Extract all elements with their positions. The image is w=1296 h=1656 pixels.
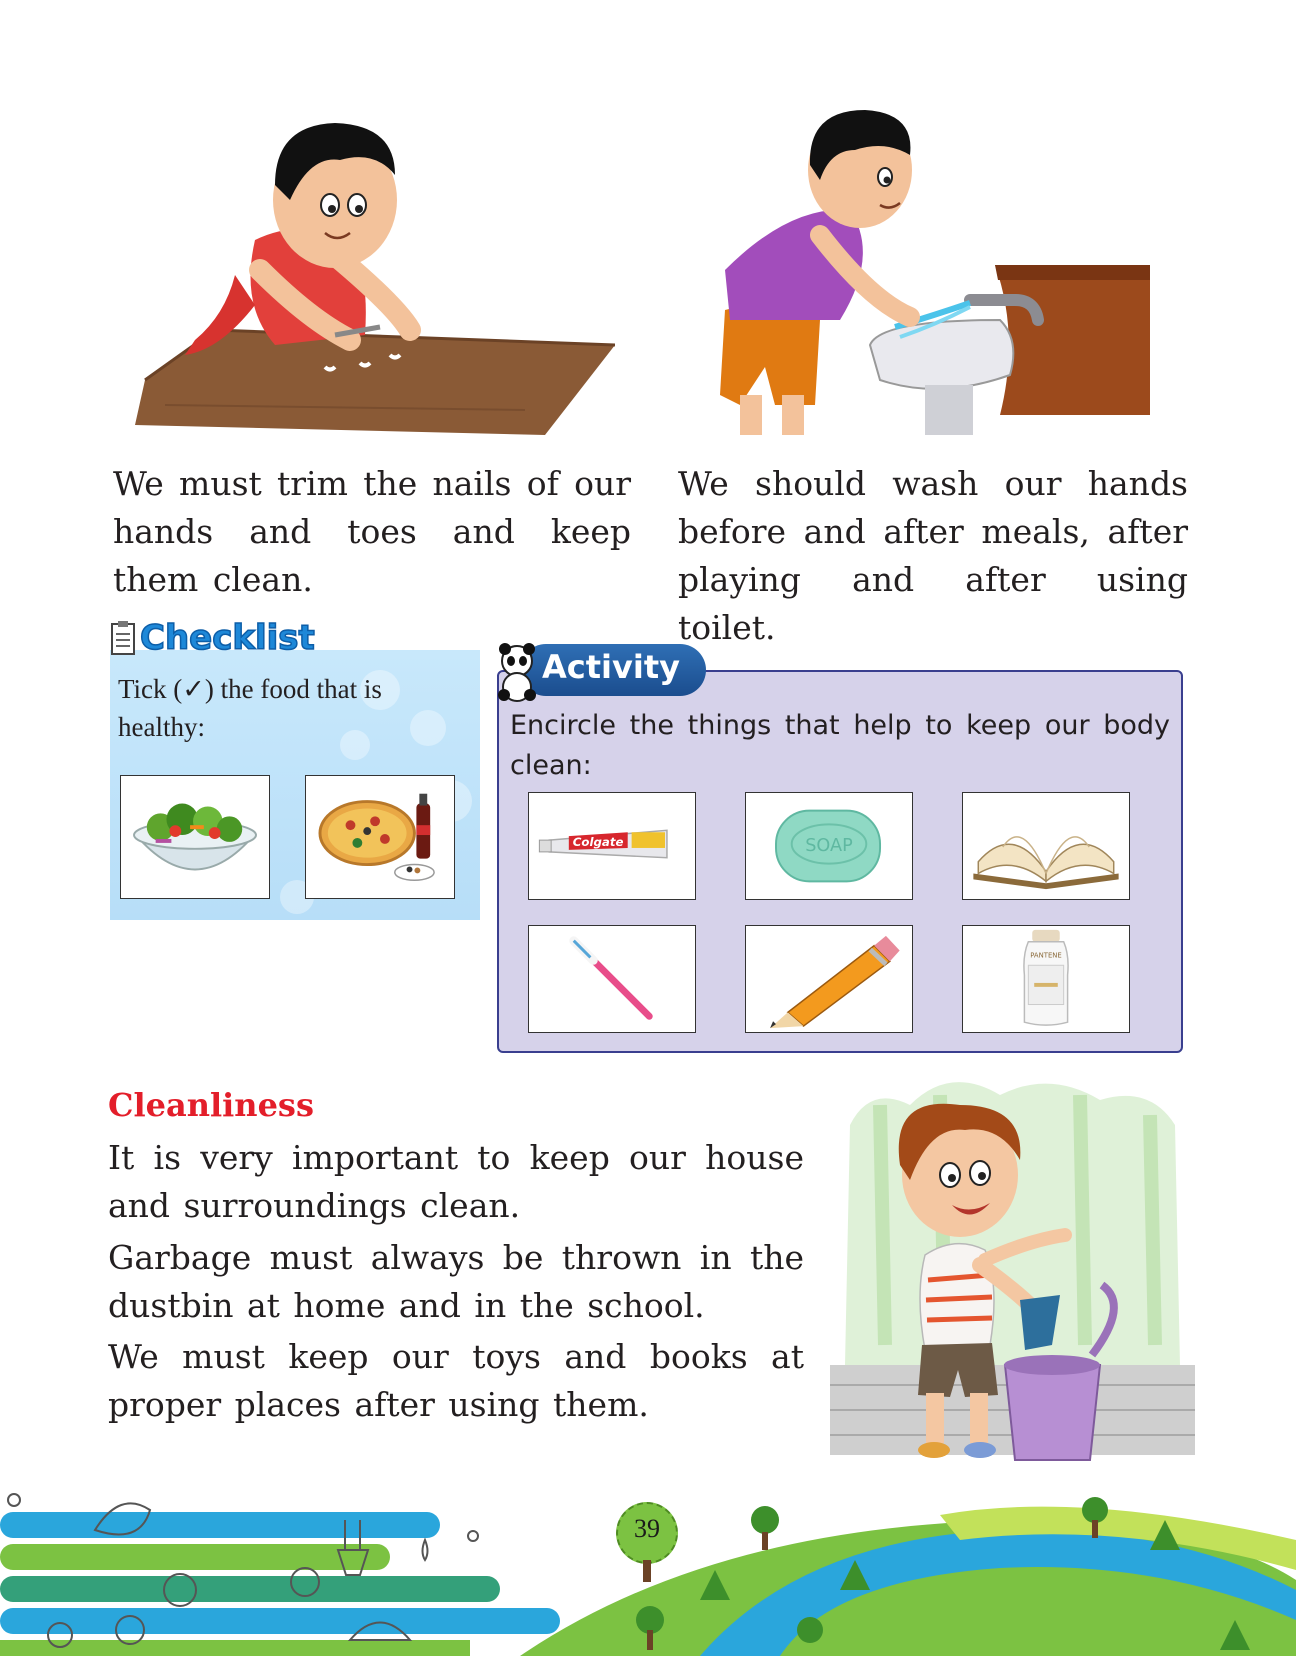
cleanliness-paragraph-1: It is very important to keep our house and surroundings clean.: [108, 1138, 804, 1225]
soap-label: SOAP: [805, 835, 853, 856]
pizza-and-cola-icon: [306, 776, 454, 898]
food-card-pizza[interactable]: [305, 775, 455, 899]
footer-eco-stripes-decoration: [0, 1490, 560, 1656]
activity-item-toothbrush[interactable]: [528, 925, 696, 1033]
book-icon: [963, 793, 1129, 899]
activity-item-toothpaste[interactable]: [528, 792, 696, 900]
activity-item-book[interactable]: [962, 792, 1130, 900]
activity-item-shampoo[interactable]: [962, 925, 1130, 1033]
soap-icon: [746, 793, 912, 899]
checklist-title: Checklist: [140, 618, 315, 658]
tree-trunk-icon: [643, 1560, 651, 1582]
checklist-instruction: Tick (✓) the food that is healthy:: [118, 674, 382, 742]
toothbrush-icon: [529, 926, 695, 1032]
panda-icon: [495, 643, 539, 703]
cleanliness-heading: Cleanliness: [108, 1086, 314, 1124]
cleanliness-paragraph-2: Garbage must always be thrown in the dustbin at home and in the school.: [108, 1238, 804, 1325]
caption-wash-hands: We should wash our hands before and after meals, after playing and after using toilet.: [678, 464, 1188, 647]
salad-bowl-icon: [121, 776, 269, 898]
toothpaste-icon: [529, 793, 695, 899]
pencil-icon: [746, 926, 912, 1032]
svg-text:PANTENE: PANTENE: [1030, 951, 1062, 960]
activity-instruction: Encircle the things that help to keep our body clean:: [510, 710, 1170, 781]
activity-item-pencil[interactable]: [745, 925, 913, 1033]
boy-throwing-garbage-illustration: [830, 1065, 1195, 1475]
page-number: 39: [634, 1514, 660, 1543]
boy-washing-hands-illustration: [720, 105, 1170, 435]
boy-trimming-nails-illustration: [125, 105, 615, 455]
shampoo-bottle-icon: [963, 926, 1129, 1032]
activity-title: Activity: [542, 648, 680, 686]
svg-text:Colgate: Colgate: [572, 835, 624, 849]
clipboard-icon: [110, 620, 136, 656]
activity-item-soap[interactable]: [745, 792, 913, 900]
caption-trim-nails: We must trim the nails of our hands and toes and keep them clean.: [113, 464, 631, 599]
food-card-salad[interactable]: [120, 775, 270, 899]
cleanliness-paragraph-3: We must keep our toys and books at proper places after using them.: [108, 1337, 804, 1424]
